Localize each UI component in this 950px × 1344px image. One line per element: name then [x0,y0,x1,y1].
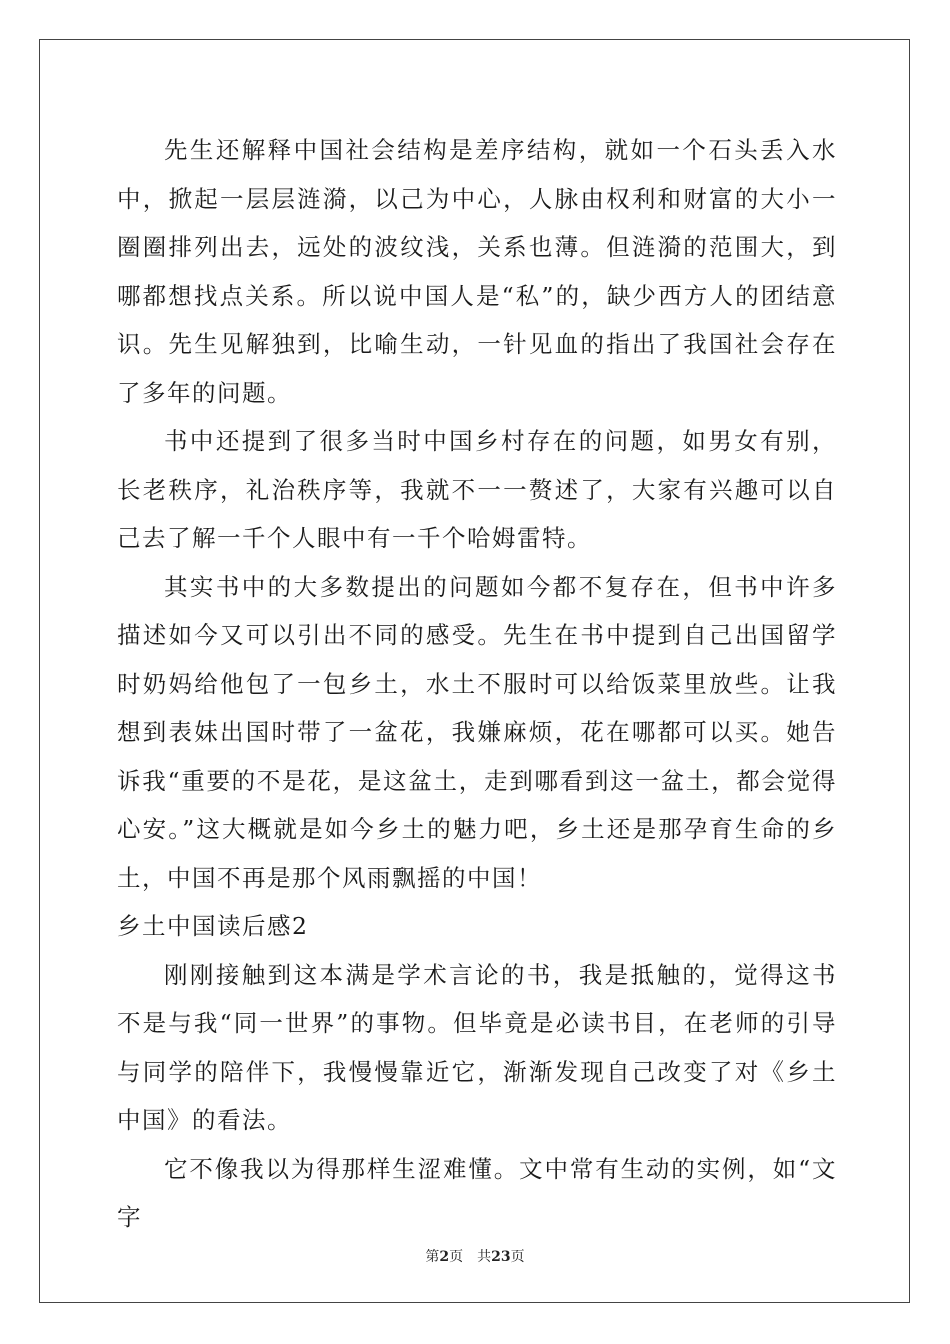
document-body [117,126,837,1242]
footer-prefix: 第 [425,1249,440,1265]
section-title: 乡土中国读后感2 [117,912,309,940]
current-page-number: 2 [439,1249,450,1265]
paragraph-2: 书中还提到了很多当时中国乡村存在的问题，如男女有别，长老秩序，礼治秩序等，我就不一一赘述了，大家有兴趣可以自己去了解一千个人眼中有一千个哈姆雷特。 [117,427,837,552]
total-pages-number: 23 [491,1249,511,1265]
footer-suffix: 页 [510,1249,525,1265]
page-footer [0,1246,950,1266]
footer-middle: 页 共 [449,1249,492,1265]
paragraph-1: 先生还解释中国社会结构是差序结构，就如一个石头丢入水中，掀起一层层涟漪，以己为中心，人脉由权利和财富的大小一圈圈排列出去，远处的波纹浅，关系也薄。但涟漪的范围大，到哪都想找点关系。所以说中国人是“私”的，缺少西方人的团结意识。先生见解独到，比喻生动，一针见血的指出了我国社会存在了多年的问题。 [117,136,837,407]
paragraph-3: 其实书中的大多数提出的问题如今都不复存在，但书中许多描述如今又可以引出不同的感受。先生在书中提到自己出国留学时奶妈给他包了一包乡土，水土不服时可以给饭菜里放些。让我想到表妹出国时带了一盆花，我嫌麻烦，花在哪都可以买。她告诉我“重要的不是花，是这盆土，走到哪看到这一盆土，都会觉得心安。”这大概就是如今乡土的魅力吧，乡土还是那孕育生命的乡土，中国不再是那个风雨飘摇的中国！ [117,572,837,892]
paragraph-4: 刚刚接触到这本满是学术言论的书，我是抵触的，觉得这书不是与我“同一世界”的事物。但毕竟是必读书目，在老师的引导与同学的陪伴下，我慢慢靠近它，渐渐发现自己改变了对《乡土中国》的看法。 [117,960,837,1134]
paragraph-5: 它不像我以为得那样生涩难懂。文中常有生动的实例，如“文字 [117,1154,837,1231]
